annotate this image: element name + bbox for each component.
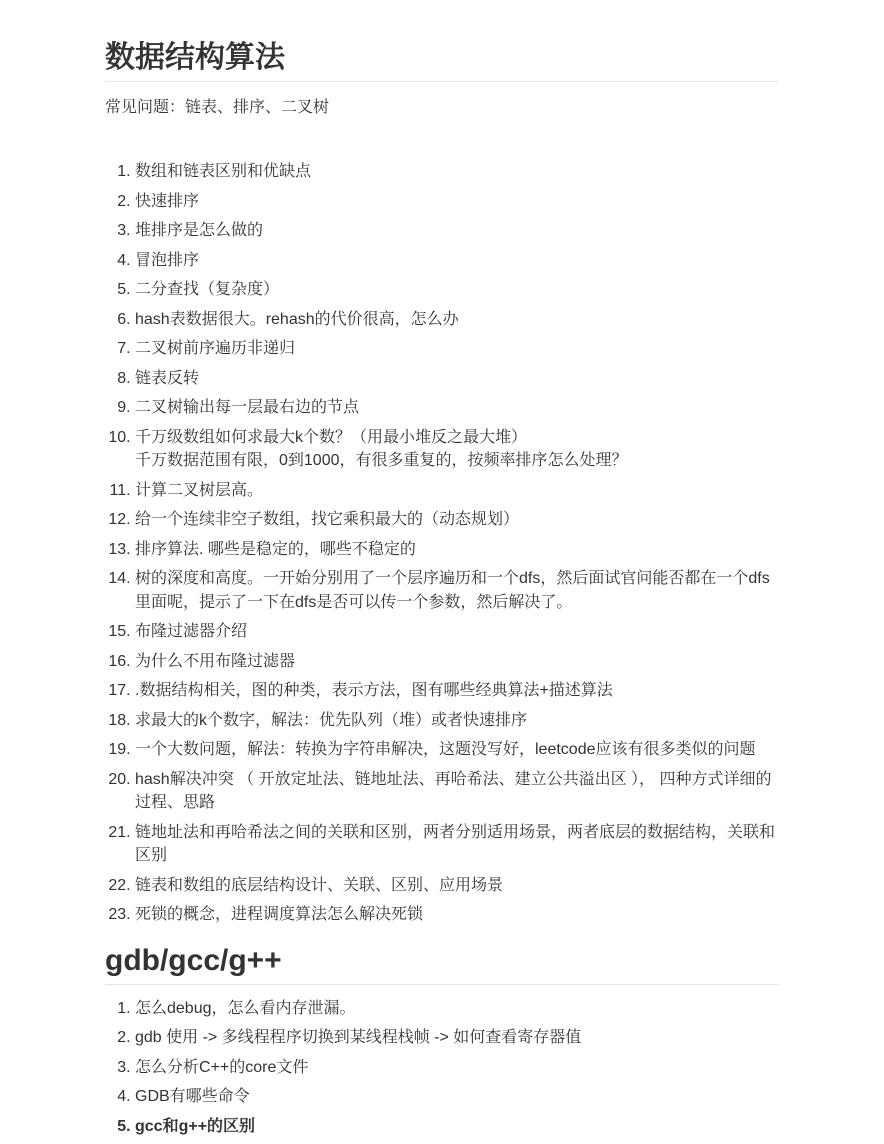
list-item — [135, 567, 779, 614]
list-item-text: gcc和g++的区别 — [135, 1117, 256, 1135]
list-item — [135, 679, 779, 703]
list-item-text: 二分查找（复杂度） — [135, 281, 280, 298]
section-title-data-structure-algorithms: 数据结构算法 — [105, 40, 779, 82]
list-item — [135, 396, 779, 420]
list-item-text: 树的深度和高度。一开始分别用了一个层序遍历和一个dfs，然后面试官问能否都在一个dfs里面呢，提示了一下在dfs是否可以传一个参数，然后解决了。 — [135, 570, 770, 611]
list-item — [135, 337, 779, 361]
list-item-text: 怎么分析C++的core文件 — [135, 1058, 309, 1076]
list-item — [135, 479, 779, 503]
list-item — [135, 190, 779, 214]
list-item — [135, 249, 779, 273]
list-item-text: 给一个连续非空子数组，找它乘积最大的（动态规划） — [135, 511, 520, 528]
section-data-structure-algorithms — [105, 40, 779, 927]
list-item — [135, 426, 779, 473]
question-list-gdb — [105, 997, 779, 1139]
list-item-text: .数据结构相关，图的种类，表示方法，图有哪些经典算法+描述算法 — [135, 682, 613, 699]
list-item-text: 怎么debug，怎么看内存泄漏。 — [135, 999, 356, 1017]
list-item — [135, 1056, 779, 1080]
list-item — [135, 538, 779, 562]
list-item — [135, 709, 779, 733]
list-item — [135, 1026, 779, 1050]
list-item-text: 数组和链表区别和优缺点 — [135, 163, 312, 180]
list-item-text: 链表反转 — [135, 369, 200, 387]
list-item — [135, 620, 779, 644]
list-item-text: 二叉树前序遍历非递归 — [135, 340, 296, 357]
list-item — [135, 367, 779, 391]
document-page — [105, 0, 779, 1138]
list-item-text: hash解决冲突 （ 开放定址法、链地址法、再哈希法、建立公共溢出区 ）， 四种方式详细的过程、思路 — [135, 770, 772, 811]
list-item-text: 快速排序 — [135, 192, 200, 210]
list-item-text: 为什么不用布隆过滤器 — [135, 652, 296, 670]
section-gdb-gcc-gpp — [105, 943, 779, 1139]
list-item — [135, 1085, 779, 1109]
list-item-text: hash表数据很大。rehash的代价很高，怎么办 — [135, 310, 459, 328]
list-item — [135, 278, 779, 302]
list-item-text: 二叉树输出每一层最右边的节点 — [135, 399, 360, 416]
section-intro: 常见问题：链表、排序、二叉树 — [105, 99, 330, 116]
list-item-text: 堆排序是怎么做的 — [135, 222, 264, 239]
list-item — [135, 874, 779, 898]
list-item — [135, 768, 779, 815]
section-title-gdb-gcc-gpp: gdb/gcc/g++ — [105, 943, 779, 985]
list-item — [135, 508, 779, 532]
list-item-text: 布隆过滤器介绍 — [135, 623, 248, 640]
list-item-text: 死锁的概念，进程调度算法怎么解决死锁 — [135, 906, 424, 923]
list-item-text: 求最大的k个数字，解法：优先队列（堆）或者快速排序 — [135, 711, 528, 729]
list-item-text: 链表和数组的底层结构设计、关联、区别、应用场景 — [135, 876, 504, 894]
list-item-text: 计算二叉树层高。 — [135, 481, 264, 499]
list-item — [135, 903, 779, 927]
list-item — [135, 308, 779, 332]
list-item-text: 冒泡排序 — [135, 251, 200, 269]
list-item — [135, 219, 779, 243]
list-item — [135, 997, 779, 1021]
list-item-text: 链地址法和再哈希法之间的关联和区别，两者分别适用场景，两者底层的数据结构，关联和区别 — [135, 823, 776, 864]
list-item-text: GDB有哪些命令 — [135, 1088, 250, 1105]
list-item-text: 排序算法. 哪些是稳定的，哪些不稳定的 — [135, 540, 416, 558]
list-item — [135, 1115, 779, 1139]
list-item — [135, 160, 779, 184]
list-item — [135, 738, 779, 762]
question-list-data-structures — [105, 160, 779, 927]
list-item-text: 千万级数组如何求最大k个数？（用最小堆反之最大堆） — [135, 428, 528, 446]
list-item — [135, 821, 779, 868]
list-item-text: 千万数据范围有限，0到1000，有很多重复的，按频率排序怎么处理？ — [135, 452, 628, 469]
list-item-text: gdb 使用 -> 多线程程序切换到某线程栈帧 -> 如何查看寄存器值 — [135, 1029, 582, 1046]
list-item-text: 一个大数问题，解法：转换为字符串解决，这题没写好，leetcode应该有很多类似的问题 — [135, 741, 756, 758]
list-item — [135, 650, 779, 674]
